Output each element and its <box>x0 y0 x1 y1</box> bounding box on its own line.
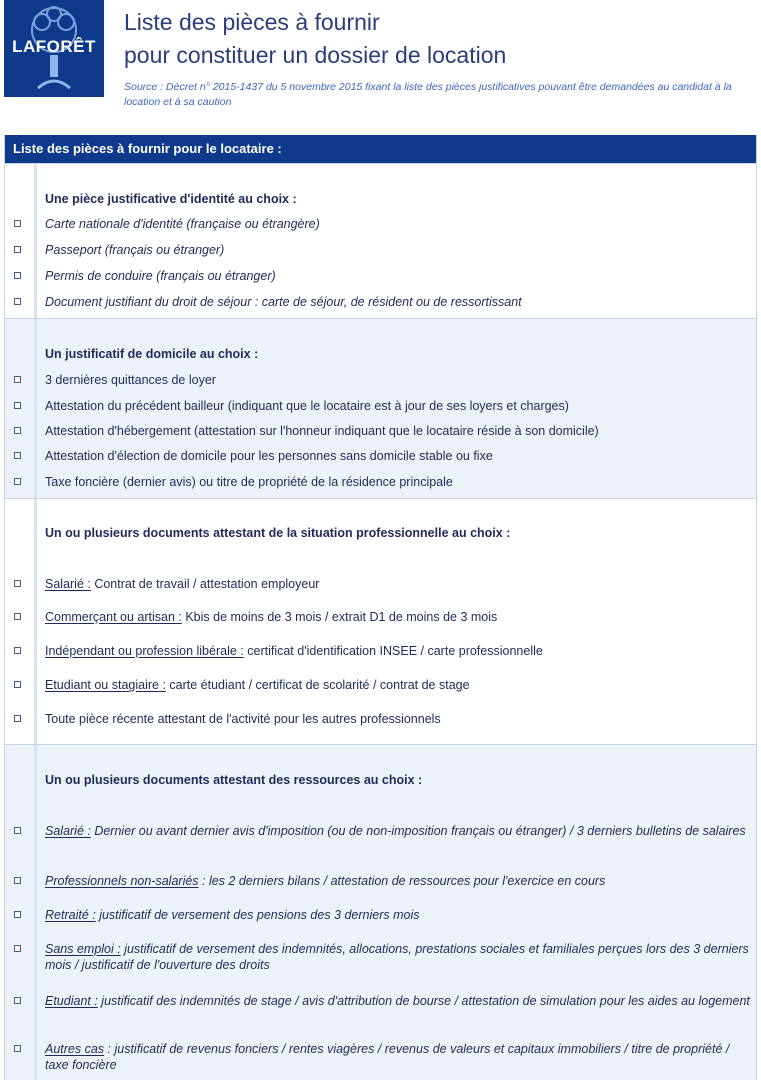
list-item: Autres cas : justificatif de revenus fonciers / rentes viagères / revenus de valeurs et capitaux immobiliers / titre de propriété / taxe foncière <box>45 1041 750 1073</box>
page-title: Liste des pièces à fournir pour constituer un dossier de location <box>124 9 507 68</box>
checkbox-icon <box>14 580 21 587</box>
checkbox-icon <box>14 272 21 279</box>
list-item: Salarié : Dernier ou avant dernier avis d'imposition (ou de non-imposition français ou étranger) / 3 derniers bulletins de salaires <box>45 823 750 839</box>
source-note: Source : Décret n° 2015-1437 du 5 novembre 2015 fixant la liste des pièces justificatives pouvant être demandées au candidat à la location et à sa caution <box>124 81 732 108</box>
list-item: Etudiant : justificatif des indemnités de stage / avis d'attribution de bourse / attestation de simulation pour les aides au logement <box>45 993 750 1009</box>
checkbox-icon <box>14 945 21 952</box>
checkbox-icon <box>14 478 21 485</box>
section-identity <box>5 163 756 318</box>
checkbox-icon <box>14 911 21 918</box>
list-item: Etudiant ou stagiaire : carte étudiant / certificat de scolarité / contrat de stage <box>45 677 750 693</box>
list-item: Passeport (français ou étranger) <box>45 242 750 258</box>
list-item: Professionnels non-salariés : les 2 derniers bilans / attestation de ressources pour l'exercice en cours <box>45 873 750 889</box>
laforet-logo <box>4 0 104 97</box>
list-item: Salarié : Contrat de travail / attestation employeur <box>45 576 750 592</box>
section-title: Un ou plusieurs documents attestant des ressources au choix : <box>45 773 423 787</box>
section-domicile <box>5 318 756 498</box>
list-item: Sans emploi : justificatif de versement des indemnités, allocations, prestations sociales et familiales perçues lors des 3 derniers mois / justificatif de l'ouverture des droits <box>45 941 750 973</box>
section-title: Un ou plusieurs documents attestant de la situation professionnelle au choix : <box>45 526 511 540</box>
section-title: Un justificatif de domicile au choix : <box>45 347 259 361</box>
table-header: Liste des pièces à fournir pour le locataire : <box>5 135 756 163</box>
checkbox-icon <box>14 246 21 253</box>
checkbox-icon <box>14 427 21 434</box>
checkbox-icon <box>14 613 21 620</box>
checkbox-icon <box>14 298 21 305</box>
checkbox-icon <box>14 452 21 459</box>
checkbox-icon <box>14 715 21 722</box>
checkbox-icon <box>14 1045 21 1052</box>
section-title: Une pièce justificative d'identité au choix : <box>45 192 297 206</box>
list-item: Taxe foncière (dernier avis) ou titre de propriété de la résidence principale <box>45 474 750 490</box>
list-item: Commerçant ou artisan : Kbis de moins de 3 mois / extrait D1 de moins de 3 mois <box>45 609 750 625</box>
checkbox-icon <box>14 681 21 688</box>
checkbox-icon <box>14 877 21 884</box>
list-item: Document justifiant du droit de séjour : carte de séjour, de résident ou de ressortissant <box>45 294 750 310</box>
section-situation-professionnelle <box>5 498 756 744</box>
list-item: Indépendant ou profession libérale : certificat d'identification INSEE / carte professionnelle <box>45 643 750 659</box>
checkbox-icon <box>14 997 21 1004</box>
list-item: Permis de conduire (français ou étranger) <box>45 268 750 284</box>
checkbox-icon <box>14 220 21 227</box>
list-item: Attestation d'hébergement (attestation sur l'honneur indiquant que le locataire réside à son domicile) <box>45 423 750 439</box>
documents-table <box>4 135 757 1080</box>
list-item: Attestation d'élection de domicile pour les personnes sans domicile stable ou fixe <box>45 448 750 464</box>
list-item: Attestation du précédent bailleur (indiquant que le locataire est à jour de ses loyers et charges) <box>45 398 750 414</box>
list-item: 3 dernières quittances de loyer <box>45 372 750 388</box>
list-item: Carte nationale d'identité (française ou étrangère) <box>45 216 750 232</box>
checkbox-icon <box>14 402 21 409</box>
list-item: Retraité : justificatif de versement des pensions des 3 derniers mois <box>45 907 750 923</box>
section-ressources <box>5 744 756 1080</box>
checkbox-icon <box>14 827 21 834</box>
checkbox-icon <box>14 647 21 654</box>
checkbox-icon <box>14 376 21 383</box>
list-item: Toute pièce récente attestant de l'activité pour les autres professionnels <box>45 711 750 727</box>
logo-text: LAFORÊT <box>12 37 96 56</box>
